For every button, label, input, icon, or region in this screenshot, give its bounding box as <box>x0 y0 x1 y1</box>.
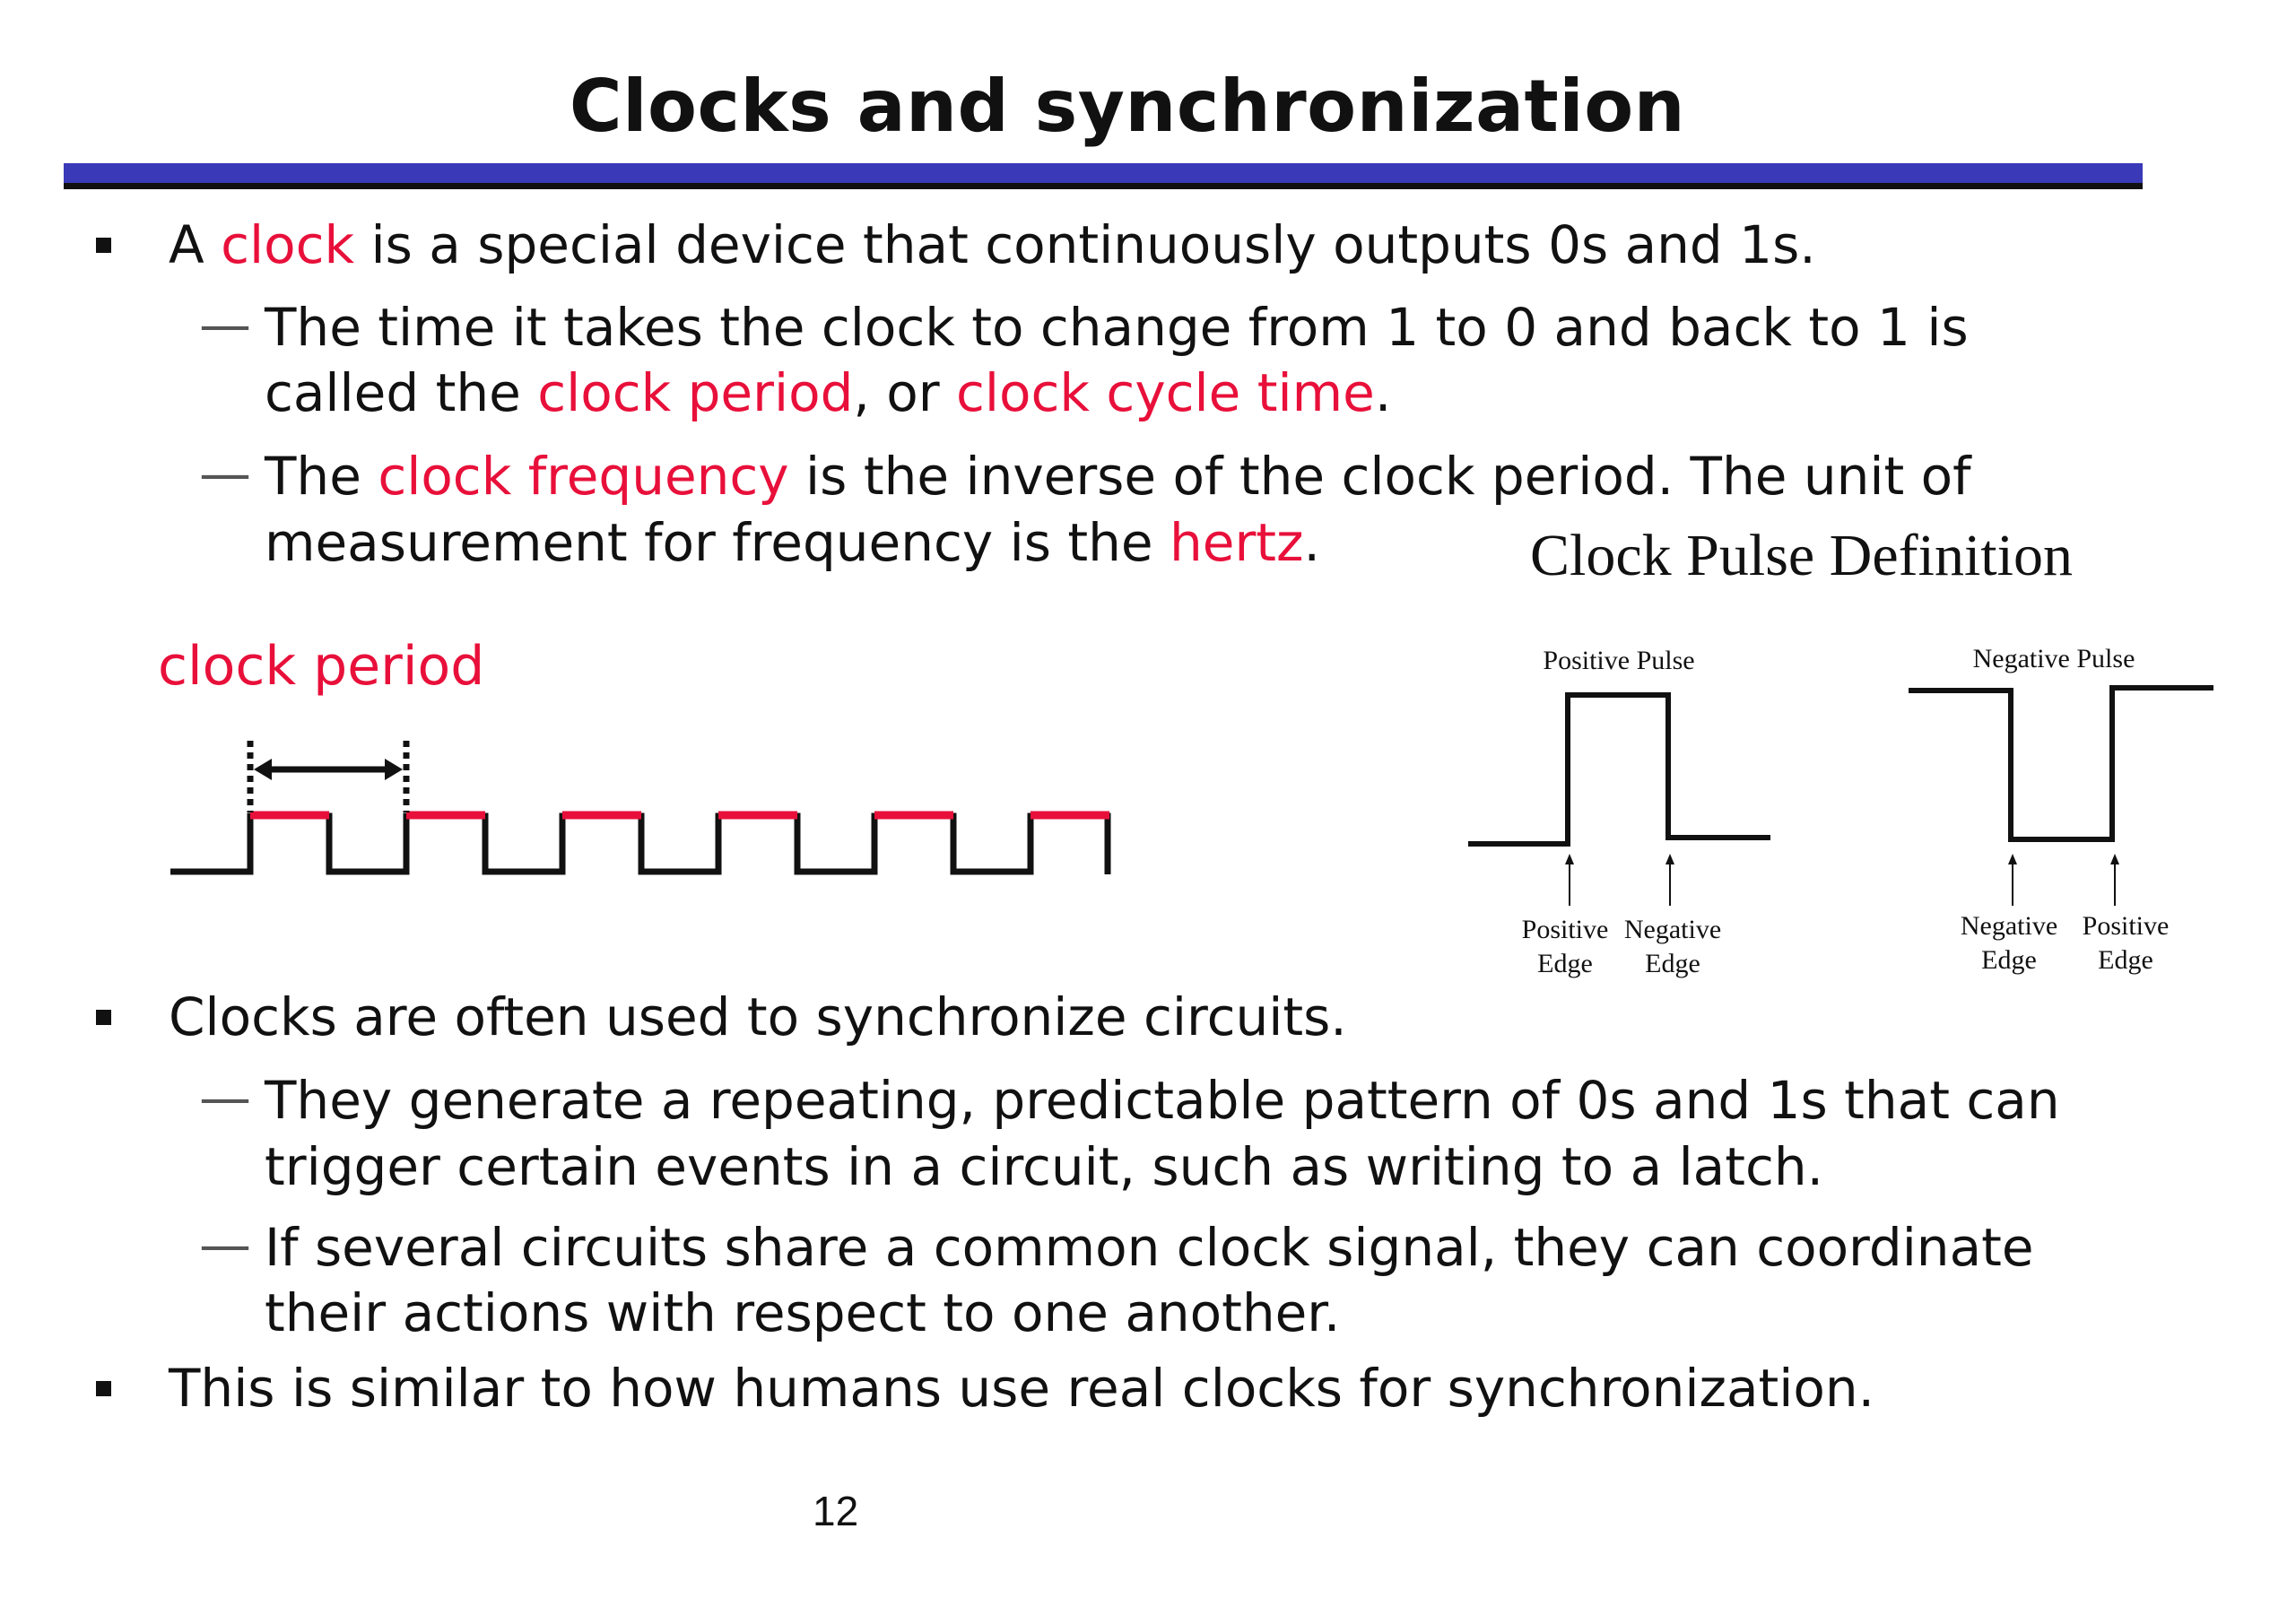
page-number: 12 <box>813 1488 859 1534</box>
dash-marker: — <box>199 1214 251 1275</box>
edge-label-line: Positive <box>2082 911 2170 941</box>
negative-pulse-waveform <box>1909 688 2213 839</box>
negative-pulse-label: Negative Pulse <box>1972 644 2135 673</box>
bullet-3: This is similar to how humans use real clocks for synchronization. <box>169 1358 1875 1419</box>
sub-bullet-2-2-line-2: their actions with respect to one another. <box>265 1282 1341 1343</box>
edge-label-line: Edge <box>2098 945 2153 975</box>
dash-marker: — <box>199 1067 251 1128</box>
slide-title: Clocks and synchronization <box>569 65 1686 148</box>
negative-pulse-right-edge-label <box>2067 909 2184 977</box>
term-clock: clock <box>221 214 355 275</box>
sub-1-1-post: . <box>1374 362 1392 423</box>
edge-label-line: Edge <box>1645 949 1700 978</box>
bullet-1-pre: A <box>169 214 222 275</box>
sub-1-2-l2-post: . <box>1303 512 1320 573</box>
negative-pulse-left-edge-label <box>1951 909 2067 977</box>
positive-pulse-waveform <box>1468 695 1770 844</box>
clock-period-label: clock period <box>158 635 485 698</box>
sub-bullet-2-2-line-1: If several circuits share a common clock signal, they can coordinate <box>265 1217 2034 1278</box>
term-clock-period: clock period <box>537 362 854 423</box>
dash-marker: — <box>199 443 251 504</box>
term-clock-cycle-time: clock cycle time <box>956 362 1375 423</box>
sub-1-1-mid: , or <box>853 362 957 423</box>
bullet-marker <box>96 1381 111 1396</box>
edge-label-line: Edge <box>1981 945 2037 975</box>
positive-pulse-right-edge-label <box>1614 913 1731 981</box>
edge-label-line: Positive <box>1521 915 1609 944</box>
sub-bullet-1-1-line-1: The time it takes the clock to change from 1 to 0 and back to 1 is <box>265 297 1969 358</box>
sub-bullet-2-1-line-2: trigger certain events in a circuit, such as writing to a latch. <box>265 1136 1824 1197</box>
term-clock-frequency: clock frequency <box>378 446 789 507</box>
term-hertz: hertz <box>1170 512 1304 573</box>
edge-arrow <box>2110 854 2119 906</box>
sub-1-2-post: is the inverse of the clock period. The unit of <box>788 446 1971 507</box>
edge-arrow <box>1665 854 1674 906</box>
edge-arrow <box>2008 854 2017 906</box>
sub-1-2-l2-pre: measurement for frequency is the <box>265 512 1170 573</box>
positive-pulse-left-edge-label <box>1507 913 1623 981</box>
bullet-2: Clocks are often used to synchronize circuits. <box>169 986 1347 1047</box>
sub-bullet-2-1-line-1: They generate a repeating, predictable pattern of 0s and 1s that can <box>265 1070 2060 1131</box>
positive-pulse-label: Positive Pulse <box>1543 646 1695 675</box>
edge-label-line: Edge <box>1537 949 1593 978</box>
pulse-definition-title: Clock Pulse Definition <box>1530 523 2073 588</box>
bullet-marker <box>96 1010 111 1025</box>
sub-1-1-pre: called the <box>265 362 538 423</box>
edge-label-line: Negative <box>1960 911 2058 941</box>
edge-label-line: Negative <box>1623 915 1722 944</box>
sub-1-2-pre: The <box>265 446 378 507</box>
edge-arrow <box>1565 854 1574 906</box>
dash-marker: — <box>199 294 251 355</box>
bullet-1-post: is a special device that continuously outputs 0s and 1s. <box>354 214 1816 275</box>
